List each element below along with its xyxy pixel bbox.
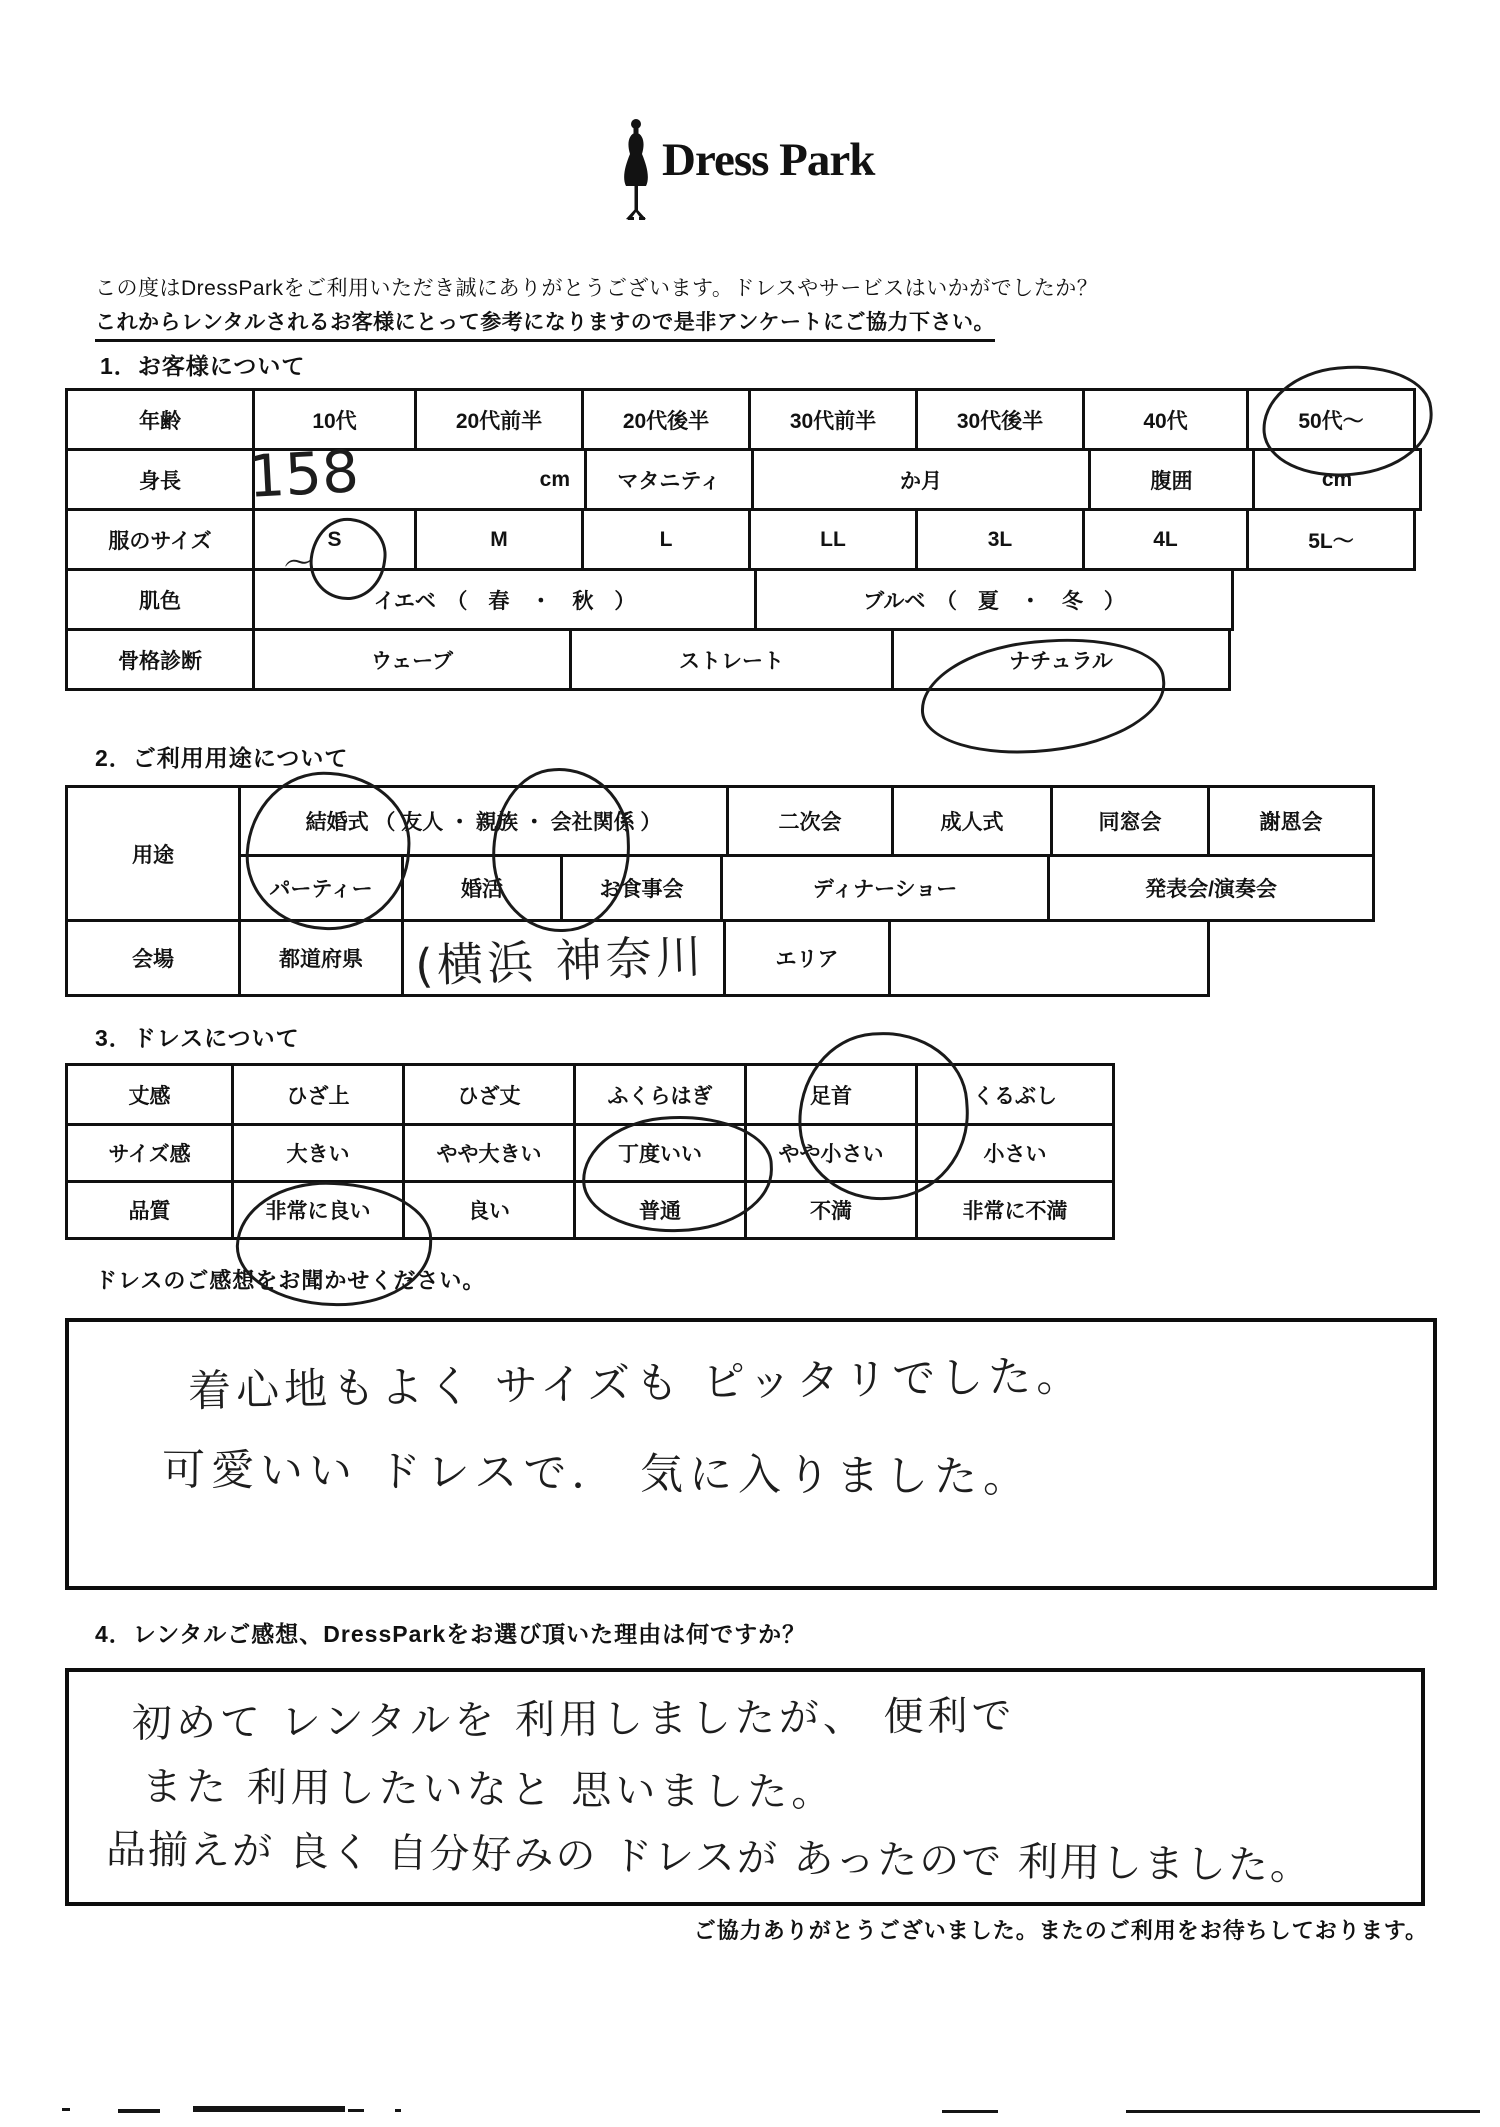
quality-option-cell: 普通 — [573, 1180, 747, 1240]
pref-label-cell: 都道府県 — [238, 919, 404, 997]
size-option-cell: M — [414, 508, 584, 571]
quality-label-cell: 品質 — [65, 1180, 234, 1240]
handwritten-height-value: 158 — [246, 437, 361, 511]
intro-line-1: この度はDressParkをご利用いただき誠にありがとうございます。ドレスやサービスはいかがでしたか？ — [95, 277, 1099, 300]
waist-unit-cell: cm — [1252, 448, 1422, 511]
skin-option-cell: ブルベ （ 夏 ・ 冬 ） — [754, 568, 1234, 631]
usage-option-cell: 発表会/演奏会 — [1047, 854, 1375, 922]
feedback-prompt: ドレスのご感想をお聞かせください。 — [95, 1268, 486, 1293]
skin-label-cell: 肌色 — [65, 568, 255, 631]
handwritten-feedback-line: 着心地もよく サイズも ピッタリでした。 — [187, 1351, 1085, 1417]
usage-option-cell: お食事会 — [560, 854, 723, 922]
usage-label-cell: 用途 — [65, 785, 241, 922]
height-unit-cell: cm — [252, 448, 587, 511]
usage-option-cell: 成人式 — [891, 785, 1053, 857]
section4-heading: 4．レンタルご感想、DressParkをお選び頂いた理由は何ですか？ — [95, 1621, 807, 1647]
age-label-cell: 年齢 — [65, 388, 255, 451]
handwritten-reason-line: また 利用したいなと 思いました。 — [141, 1763, 836, 1817]
venue-label-cell: 会場 — [65, 919, 241, 997]
fit-label-cell: サイズ感 — [65, 1123, 234, 1183]
scan-artifact — [118, 2109, 160, 2113]
fit-option-cell: 丁度いい — [573, 1123, 747, 1183]
fit-option-cell: 小さい — [915, 1123, 1115, 1183]
size-label-cell: 服のサイズ — [65, 508, 255, 571]
quality-option-cell: 良い — [402, 1180, 576, 1240]
size-option-cell: 5L～ — [1246, 508, 1416, 571]
dress-form-mannequin-icon — [618, 118, 654, 222]
scan-artifact — [942, 2110, 998, 2113]
length-option-cell: ふくらはぎ — [573, 1063, 747, 1126]
size-option-cell: LL — [748, 508, 918, 571]
usage-option-cell: パーティー — [238, 854, 404, 922]
usage-option-cell: 婚活 — [401, 854, 563, 922]
frame-option-cell: ナチュラル — [891, 628, 1231, 691]
age-option-cell: 20代後半 — [581, 388, 751, 451]
handwritten-venue-value: (横浜 神奈川 — [414, 928, 707, 994]
quality-option-cell: 不満 — [744, 1180, 918, 1240]
frame-option-cell: ウェーブ — [252, 628, 572, 691]
scan-artifact — [62, 2108, 70, 2111]
size-option-cell: 3L — [915, 508, 1085, 571]
scan-artifact — [395, 2109, 401, 2112]
height-label-cell: 身長 — [65, 448, 255, 511]
section1-heading: 1．お客様について — [100, 353, 306, 379]
frame-label-cell: 骨格診断 — [65, 628, 255, 691]
section2-heading: 2．ご利用用途について — [95, 745, 349, 771]
age-option-cell: 20代前半 — [414, 388, 584, 451]
area-value-cell — [888, 919, 1210, 997]
usage-option-cell: ディナーショー — [720, 854, 1050, 922]
quality-option-cell: 非常に良い — [231, 1180, 405, 1240]
age-option-cell: 30代後半 — [915, 388, 1085, 451]
customer-table — [65, 388, 1422, 691]
size-option-cell: 4L — [1082, 508, 1249, 571]
quality-option-cell: 非常に不満 — [915, 1180, 1115, 1240]
handwritten-size-mark: 〜 — [279, 541, 320, 585]
waist-label-cell: 腹囲 — [1088, 448, 1255, 511]
section3-heading: 3．ドレスについて — [95, 1025, 300, 1051]
scan-artifact — [1126, 2110, 1480, 2113]
usage-option-cell: 結婚式 （ 友人 ・ 親族 ・ 会社関係 ） — [238, 785, 729, 857]
fit-option-cell: やや小さい — [744, 1123, 918, 1183]
skin-option-cell: イエベ （ 春 ・ 秋 ） — [252, 568, 757, 631]
brand-name: Dress Park — [662, 134, 875, 186]
age-option-cell: 10代 — [252, 388, 417, 451]
scan-artifact — [348, 2109, 364, 2112]
age-option-cell: 30代前半 — [748, 388, 918, 451]
footer-thanks: ご協力ありがとうございました。またのご利用をお待ちしております。 — [693, 1918, 1428, 1943]
fit-option-cell: やや大きい — [402, 1123, 576, 1183]
length-option-cell: くるぶし — [915, 1063, 1115, 1126]
handwritten-reason-line: 品揃えが 良く 自分好みの ドレスが あったので 利用しました。 — [105, 1826, 1313, 1890]
handwritten-reason-line: 初めて レンタルを 利用しましたが、 便利で — [131, 1693, 1016, 1747]
length-option-cell: ひざ上 — [231, 1063, 405, 1126]
length-option-cell: 足首 — [744, 1063, 918, 1126]
length-label-cell: 丈感 — [65, 1063, 234, 1126]
handwritten-feedback-line: 可愛いい ドレスで． 気に入りました。 — [161, 1445, 1033, 1503]
length-option-cell: ひざ丈 — [402, 1063, 576, 1126]
intro-line-2: これからレンタルされるお客様にとって参考になりますので是非アンケートにご協力下さい。 — [95, 306, 995, 342]
usage-option-cell: 二次会 — [726, 785, 894, 857]
usage-option-cell: 同窓会 — [1050, 785, 1210, 857]
age-option-cell: 40代 — [1082, 388, 1249, 451]
age-option-cell: 50代～ — [1246, 388, 1416, 451]
months-cell: か月 — [751, 448, 1091, 511]
maternity-cell: マタニティ — [584, 448, 754, 511]
area-label-cell: エリア — [723, 919, 891, 997]
size-option-cell: L — [581, 508, 751, 571]
scan-artifact — [193, 2106, 345, 2112]
size-option-cell: S — [252, 508, 417, 571]
fit-option-cell: 大きい — [231, 1123, 405, 1183]
frame-option-cell: ストレート — [569, 628, 894, 691]
usage-option-cell: 謝恩会 — [1207, 785, 1375, 857]
